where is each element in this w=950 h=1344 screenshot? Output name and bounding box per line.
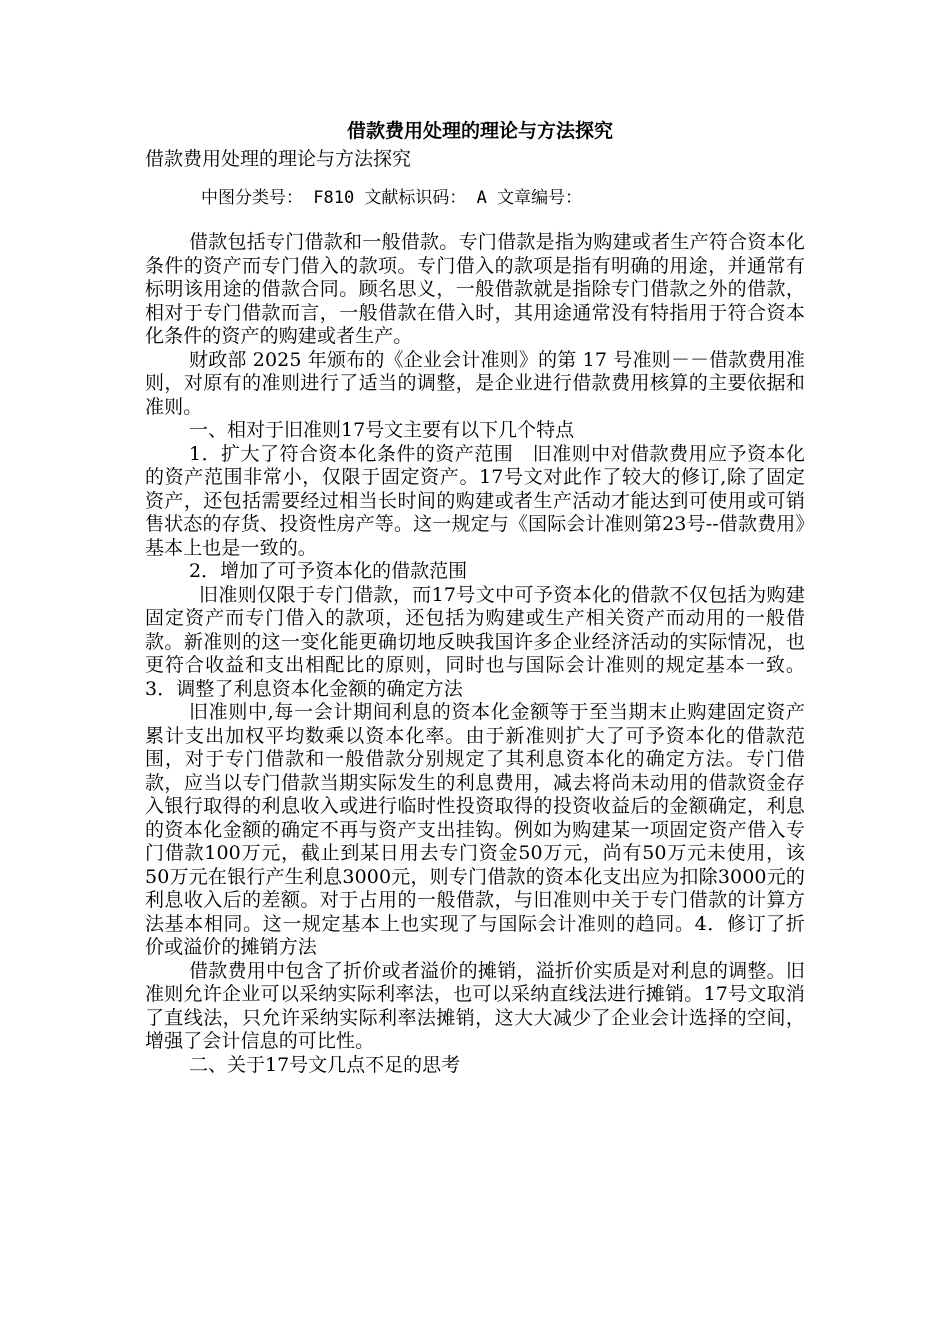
document-subtitle: 借款费用处理的理论与方法探究 (145, 148, 412, 170)
paragraph-point-4: 借款费用中包含了折价或者溢价的摊销，溢折价实质是对利息的调整。旧准则允许企业可以采纳实际利率法，也可以采纳直线法进行摊销。17号文取消了直线法，只允许采纳实际利率法摊销，这大大减少了企业会计选择的空间，增强了会计信息的可比性。 (145, 959, 805, 1052)
paragraph-point-1: 1．扩大了符合资本化条件的资产范围 旧准则中对借款费用应予资本化的资产范围非常小，仅限于固定资产。17号文对此作了较大的修订,除了固定资产，还包括需要经过相当长时间的购建或者生产活动才能达到可使用或可销售状态的存货、投资性房产等。这一规定与《国际会计准则第23号--借款费用》基本上也是一致的。 (145, 442, 805, 559)
paragraph-borrowing-definition: 借款包括专门借款和一般借款。专门借款是指为购建或者生产符合资本化条件的资产而专门借入的款项。专门借入的款项是指有明确的用途，并通常有标明该用途的借款合同。顾名思义，一般借款就是指除专门借款之外的借款，相对于专门借款而言，一般借款在借入时，其用途通常没有特指用于符合资本化条件的资产的购建或者生产。 (145, 231, 805, 347)
paragraph-point-2: 旧准则仅限于专门借款，而17号文中可予资本化的借款不仅包括为购建固定资产而专门借入的款项，还包括为购建或生产相关资产而动用的一般借款。新准则的这一变化能更确切地反映我国许多企业经济活动的实际情况，也更符合收益和支出相配比的原则，同时也与国际会计准则的规定基本一致。3．调整了利息资本化金额的确定方法 (145, 583, 805, 700)
paragraph-point-3: 旧准则中,每一会计期间利息的资本化金额等于至当期末止购建固定资产累计支出加权平均数乘以资本化率。由于新准则扩大了可予资本化的借款范围，对于专门借款和一般借款分别规定了其利息资本化的确定方法。专门借款，应当以专门借款当期实际发生的利息费用，减去将尚未动用的借款资金存入银行取得的利息收入或进行临时性投资取得的投资收益后的金额确定，利息的资本化金额的确定不再与资产支出挂钩。例如为购建某一项固定资产借入专门借款100万元，截止到某日用去专门资金50万元，尚有50万元未使用，该50万元在银行产生利息3000元，则专门借款的资本化支出应为扣除3000元的利息收入后的差额。对于占用的一般借款，与旧准则中关于专门借款的计算方法基本相同。这一规定基本上也实现了与国际会计准则的趋同。4．修订了折价或溢价的摊销方法 (145, 701, 805, 958)
section-heading-2: 二、关于17号文几点不足的思考 (189, 1053, 461, 1076)
document-page (145, 118, 805, 1077)
classification-line: 中图分类号： F810 文献标识码： A 文章编号： (201, 188, 583, 208)
section-heading-1: 一、相对于旧准则17号文主要有以下几个特点 (189, 419, 575, 441)
document-title: 借款费用处理的理论与方法探究 (346, 120, 613, 142)
subheading-point-2: 2．增加了可予资本化的借款范围 (189, 560, 468, 582)
paragraph-standard-background: 财政部 2025 年颁布的《企业会计准则》的第 17 号准则－－借款费用准则，对原有的准则进行了适当的调整，是企业进行借款费用核算的主要依据和准则。 (145, 348, 805, 418)
